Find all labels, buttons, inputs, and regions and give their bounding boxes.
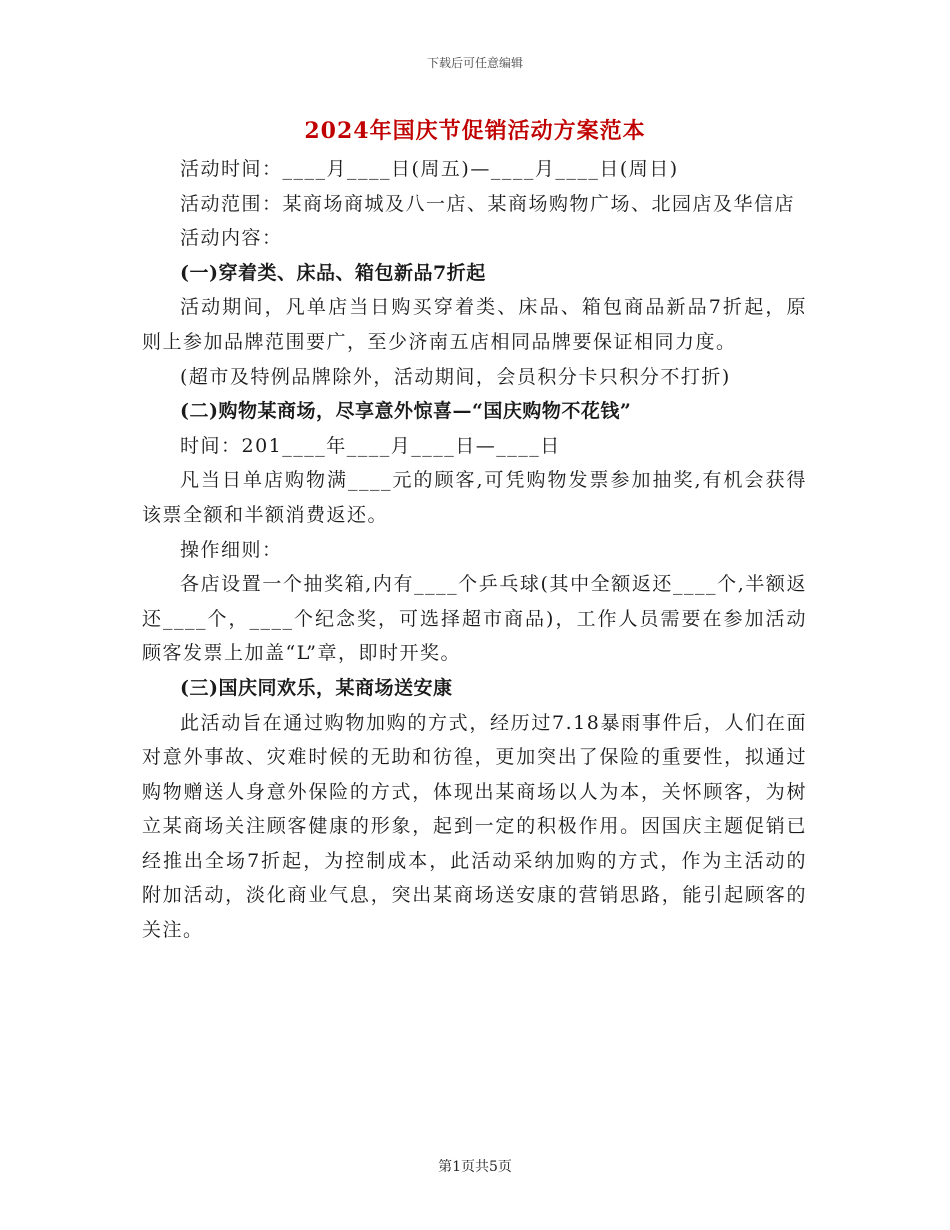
section-heading-1: (一)穿着类、床品、箱包新品7折起 — [180, 261, 486, 284]
paragraph-section-2-time: 时间：201____年____月____日—____日 — [180, 434, 561, 457]
paragraph-section-3-body: 此活动旨在通过购物加购的方式，经历过7.18暴雨事件后，人们在面对意外事故、灾难时候的无助和彷徨，更加突出了保险的重要性，拟通过购物赠送人身意外保险的方式，体现出某商场以人为本，关怀顾客，为树立某商场关注顾客健康的形象，起到一定的积极作用。因国庆主题促销已经推出全场7折起，为控制成本，此活动采纳加购的方式，作为主活动的附加活动，淡化商业气息，突出某商场送安康的营销思路，能引起顾客的关注。 — [142, 711, 807, 942]
document-body — [142, 152, 807, 948]
page-header: 下载后可任意编辑 — [426, 56, 523, 70]
section-heading-2: (二)购物某商场，尽享意外惊喜—“国庆购物不花钱” — [180, 400, 632, 423]
paragraph-rules-body: 各店设置一个抽奖箱,内有____个乒乓球(其中全额返还____个,半额返还____个，____个纪念奖，可选择超市商品)，工作人员需要在参加活动顾客发票上加盖“L”章，即时开奖。 — [142, 573, 807, 665]
paragraph-activity-scope: 活动范围：某商场商城及八一店、某商场购物广场、北园店及华信店 — [180, 192, 796, 215]
document-title: 2024年国庆节促销活动方案范本 — [304, 118, 646, 144]
paragraph-section-2-body: 凡当日单店购物满____元的顾客,可凭购物发票参加抽奖,有机会获得该票全额和半额消费返还。 — [142, 469, 807, 526]
paragraph-section-1-note: (超市及特例品牌除外，活动期间，会员积分卡只积分不打折) — [180, 365, 731, 388]
page-footer: 第1页共5页 — [438, 1159, 512, 1175]
paragraph-activity-time: 活动时间：____月____日(周五)—____月____日(周日) — [180, 158, 679, 180]
paragraph-section-1-body: 活动期间，凡单店当日购买穿着类、床品、箱包商品新品7折起，原则上参加品牌范围要广，至少济南五店相同品牌要保证相同力度。 — [142, 296, 807, 353]
paragraph-activity-content-label: 活动内容： — [180, 227, 283, 250]
section-heading-3: (三)国庆同欢乐，某商场送安康 — [180, 676, 453, 699]
paragraph-rules-label: 操作细则： — [180, 538, 283, 561]
